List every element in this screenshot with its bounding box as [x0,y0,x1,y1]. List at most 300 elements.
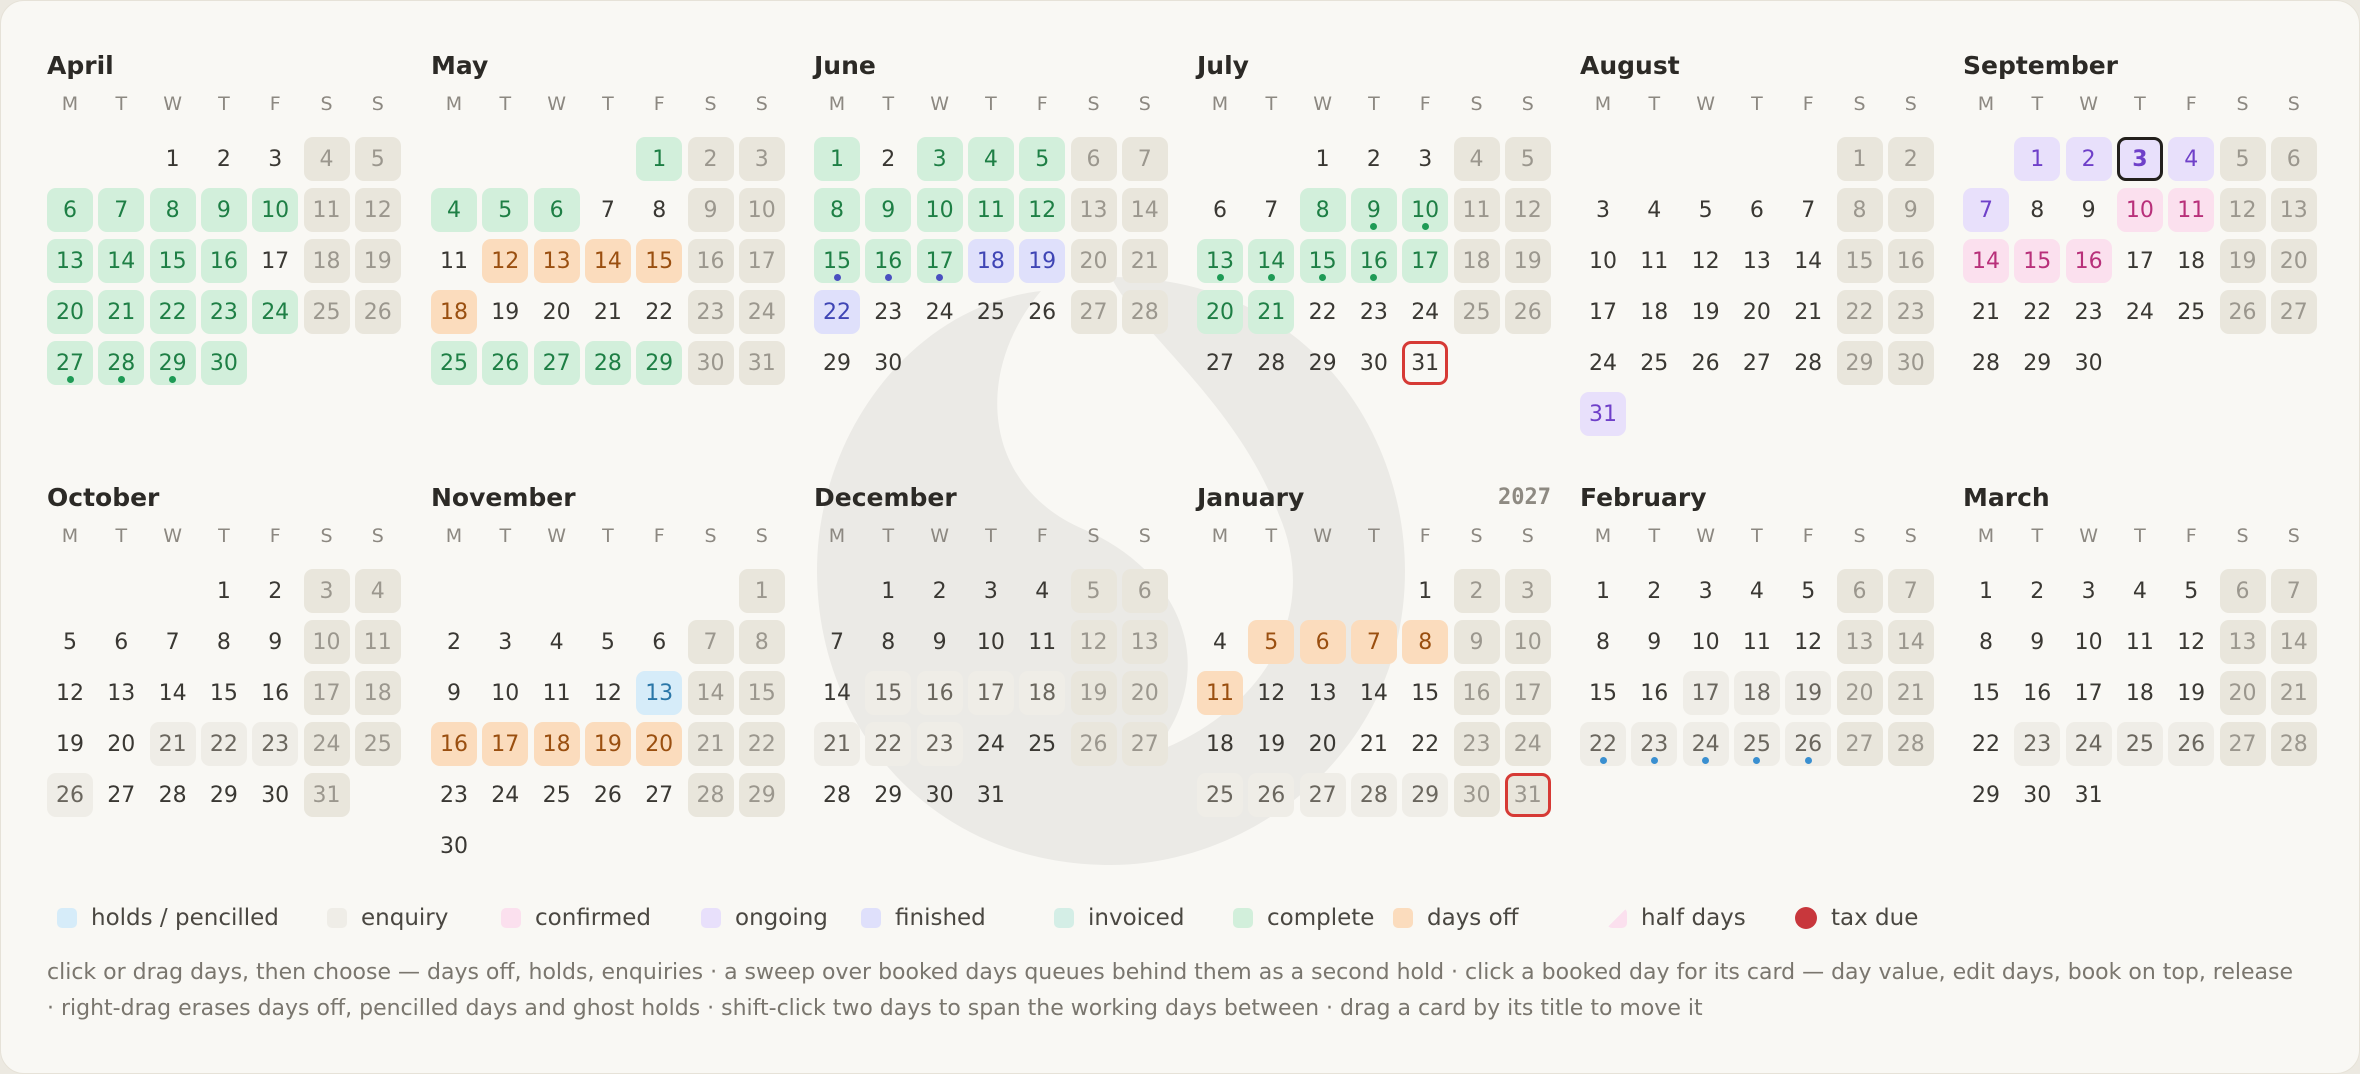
day-cell[interactable]: 17 [2125,248,2154,274]
day-cell[interactable]: 11 [1197,671,1243,715]
day-cell[interactable]: 6 [114,629,129,655]
day-cell[interactable]: 17 [1589,299,1617,325]
day-cell[interactable]: 8 [739,620,785,664]
day-cell[interactable]: 19 [1785,671,1831,715]
day-cell[interactable]: 20 [107,731,136,757]
day-cell[interactable]: 8 [1837,188,1883,232]
day-cell[interactable]: 3 [739,137,785,181]
day-cell[interactable]: 13 [636,671,682,715]
day-cell[interactable]: 3 [1505,569,1551,613]
day-cell[interactable]: 29 [874,782,903,808]
day-cell[interactable]: 4 [1647,197,1662,223]
day-cell[interactable]: 18 [1734,671,1780,715]
day-cell[interactable]: 4 [1749,578,1764,604]
day-cell[interactable]: 12 [1019,188,1065,232]
day-cell[interactable]: 16 [1351,239,1397,283]
day-cell[interactable]: 8 [1596,629,1610,655]
day-cell[interactable]: 27 [1300,773,1346,817]
day-cell[interactable]: 22 [1411,731,1440,757]
day-cell[interactable]: 12 [1505,188,1551,232]
day-cell[interactable]: 15 [739,671,785,715]
day-cell[interactable]: 10 [491,680,520,706]
day-cell[interactable]: 24 [252,290,298,334]
day-cell[interactable]: 24 [1589,350,1617,376]
day-cell[interactable]: 19 [355,239,401,283]
day-cell[interactable]: 21 [150,722,196,766]
day-cell[interactable]: 27 [1837,722,1883,766]
day-cell[interactable]: 23 [1454,722,1500,766]
day-cell[interactable]: 26 [482,341,528,385]
day-cell[interactable]: 7 [1264,197,1279,223]
day-cell[interactable]: 27 [534,341,580,385]
day-cell[interactable]: 10 [917,188,963,232]
day-cell[interactable]: 14 [1122,188,1168,232]
day-cell[interactable]: 12 [355,188,401,232]
day-cell[interactable]: 4 [549,629,564,655]
day-cell[interactable]: 1 [1979,578,1993,604]
day-cell[interactable]: 21 [814,722,860,766]
day-cell[interactable]: 23 [917,722,963,766]
day-cell[interactable]: 14 [98,239,144,283]
day-cell[interactable]: 27 [1071,290,1117,334]
day-cell[interactable]: 22 [1580,722,1626,766]
day-cell[interactable]: 22 [1972,731,2000,757]
day-cell[interactable]: 6 [47,188,93,232]
day-cell[interactable]: 11 [304,188,350,232]
day-cell[interactable]: 12 [2177,629,2206,655]
day-cell[interactable]: 23 [252,722,298,766]
day-cell[interactable]: 25 [1640,350,1669,376]
day-cell[interactable]: 23 [440,782,468,808]
day-cell[interactable]: 7 [1963,188,2009,232]
day-cell[interactable]: 9 [447,680,461,706]
day-cell[interactable]: 12 [2220,188,2266,232]
day-cell[interactable]: 31 [304,773,350,817]
day-cell[interactable]: 5 [1019,137,1065,181]
day-cell[interactable]: 7 [688,620,734,664]
day-cell[interactable]: 24 [925,299,954,325]
day-cell[interactable]: 26 [47,773,93,817]
day-cell[interactable]: 14 [158,680,187,706]
day-cell[interactable]: 12 [56,680,84,706]
day-cell[interactable]: 5 [1505,137,1551,181]
day-cell[interactable]: 5 [2184,578,2199,604]
day-cell[interactable]: 30 [261,782,290,808]
day-cell[interactable]: 27 [2220,722,2266,766]
day-cell[interactable]: 1 [1418,578,1433,604]
day-cell[interactable]: 15 [1411,680,1440,706]
day-cell[interactable]: 8 [1402,620,1448,664]
day-cell[interactable]: 19 [1071,671,1117,715]
day-cell[interactable]: 16 [917,671,963,715]
day-cell[interactable]: 20 [1308,731,1337,757]
day-cell[interactable]: 29 [1308,350,1337,376]
day-cell[interactable]: 19 [491,299,520,325]
day-cell[interactable]: 16 [1888,239,1934,283]
day-cell[interactable]: 22 [814,290,860,334]
day-cell[interactable]: 5 [1071,569,1117,613]
day-cell[interactable]: 30 [874,350,903,376]
day-cell[interactable]: 24 [2066,722,2112,766]
day-cell[interactable]: 13 [1122,620,1168,664]
day-cell[interactable]: 2 [447,629,461,655]
day-cell[interactable]: 15 [814,239,860,283]
day-cell[interactable]: 14 [1794,248,1823,274]
day-cell[interactable]: 3 [1596,197,1610,223]
day-cell[interactable]: 12 [1794,629,1823,655]
day-cell[interactable]: 31 [1402,341,1448,385]
day-cell[interactable]: 18 [1019,671,1065,715]
day-cell[interactable]: 13 [1837,620,1883,664]
day-cell[interactable]: 8 [2030,197,2045,223]
day-cell[interactable]: 3 [917,137,963,181]
day-cell[interactable]: 19 [2177,680,2206,706]
day-cell[interactable]: 7 [830,629,844,655]
day-cell[interactable]: 18 [304,239,350,283]
day-cell[interactable]: 24 [304,722,350,766]
day-cell[interactable]: 27 [645,782,674,808]
day-cell[interactable]: 5 [600,629,615,655]
day-cell[interactable]: 14 [1248,239,1294,283]
day-cell[interactable]: 5 [1698,197,1713,223]
day-cell[interactable]: 20 [1837,671,1883,715]
day-cell[interactable]: 9 [1888,188,1934,232]
day-cell[interactable]: 18 [534,722,580,766]
day-cell[interactable]: 11 [1028,629,1057,655]
day-cell[interactable]: 28 [1794,350,1823,376]
day-cell[interactable]: 28 [158,782,187,808]
day-cell[interactable]: 12 [1071,620,1117,664]
day-cell[interactable]: 4 [304,137,350,181]
day-cell[interactable]: 25 [1454,290,1500,334]
day-cell[interactable]: 5 [2220,137,2266,181]
day-cell[interactable]: 14 [1888,620,1934,664]
day-cell[interactable]: 30 [440,833,468,859]
day-cell[interactable]: 2 [1888,137,1934,181]
day-cell[interactable]: 14 [1359,680,1388,706]
day-cell[interactable]: 6 [2220,569,2266,613]
day-cell[interactable]: 9 [268,629,283,655]
day-cell[interactable]: 2 [216,146,231,172]
day-cell[interactable]: 17 [304,671,350,715]
day-cell[interactable]: 22 [1308,299,1337,325]
day-cell[interactable]: 30 [1359,350,1388,376]
day-cell[interactable]: 23 [1888,290,1934,334]
day-cell[interactable]: 7 [165,629,180,655]
day-cell[interactable]: 1 [216,578,231,604]
day-cell[interactable]: 29 [150,341,196,385]
day-cell[interactable]: 25 [2177,299,2206,325]
day-cell[interactable]: 27 [1206,350,1234,376]
day-cell[interactable]: 28 [585,341,631,385]
day-cell[interactable]: 28 [98,341,144,385]
day-cell[interactable]: 6 [1071,137,1117,181]
day-cell[interactable]: 18 [1454,239,1500,283]
day-cell[interactable]: 18 [968,239,1014,283]
day-cell[interactable]: 23 [874,299,903,325]
day-cell[interactable]: 19 [56,731,84,757]
day-cell[interactable]: 28 [2271,722,2317,766]
day-cell[interactable]: 30 [1888,341,1934,385]
day-cell[interactable]: 7 [2271,569,2317,613]
day-cell[interactable]: 10 [1505,620,1551,664]
day-cell[interactable]: 13 [1308,680,1337,706]
day-cell[interactable]: 26 [2168,722,2214,766]
day-cell[interactable]: 21 [688,722,734,766]
day-cell[interactable]: 25 [2117,722,2163,766]
day-cell[interactable]: 6 [1300,620,1346,664]
day-cell[interactable]: 12 [1257,680,1286,706]
day-cell[interactable]: 26 [593,782,622,808]
day-cell[interactable]: 1 [739,569,785,613]
day-cell[interactable]: 22 [645,299,674,325]
day-cell[interactable]: 15 [1972,680,2000,706]
day-cell[interactable]: 17 [482,722,528,766]
day-cell[interactable]: 13 [47,239,93,283]
day-cell[interactable]: 7 [98,188,144,232]
day-cell[interactable]: 15 [1589,680,1617,706]
day-cell[interactable]: 25 [431,341,477,385]
day-cell[interactable]: 15 [1300,239,1346,283]
day-cell[interactable]: 9 [688,188,734,232]
day-cell[interactable]: 11 [1742,629,1771,655]
day-cell[interactable]: 17 [1505,671,1551,715]
day-cell[interactable]: 11 [1640,248,1669,274]
day-cell[interactable]: 15 [636,239,682,283]
day-cell[interactable]: 1 [1837,137,1883,181]
day-cell[interactable]: 27 [1742,350,1771,376]
day-cell[interactable]: 31 [2074,782,2103,808]
day-cell[interactable]: 21 [1794,299,1823,325]
day-cell[interactable]: 5 [1801,578,1816,604]
day-cell[interactable]: 3 [304,569,350,613]
day-cell[interactable]: 1 [2014,137,2060,181]
day-cell[interactable]: 1 [1596,578,1610,604]
day-cell[interactable]: 24 [1505,722,1551,766]
day-cell[interactable]: 20 [1197,290,1243,334]
day-cell[interactable]: 13 [107,680,136,706]
day-cell[interactable]: 10 [976,629,1005,655]
day-cell[interactable]: 20 [636,722,682,766]
day-cell[interactable]: 6 [534,188,580,232]
day-cell[interactable]: 5 [355,137,401,181]
day-cell[interactable]: 27 [47,341,93,385]
day-cell[interactable]: 7 [1122,137,1168,181]
day-cell[interactable]: 6 [652,629,667,655]
day-cell[interactable]: 11 [440,248,468,274]
day-cell[interactable]: 9 [865,188,911,232]
day-cell[interactable]: 8 [150,188,196,232]
day-cell[interactable]: 3 [983,578,998,604]
day-cell[interactable]: 21 [1122,239,1168,283]
day-cell[interactable]: 29 [1837,341,1883,385]
day-cell[interactable]: 3 [498,629,513,655]
day-cell[interactable]: 6 [2271,137,2317,181]
day-cell[interactable]: 21 [1888,671,1934,715]
day-cell[interactable]: 4 [1454,137,1500,181]
day-cell[interactable]: 2 [881,146,896,172]
day-cell[interactable]: 12 [482,239,528,283]
day-cell[interactable]: 14 [823,680,851,706]
day-cell[interactable]: 26 [1505,290,1551,334]
day-cell[interactable]: 22 [1837,290,1883,334]
day-cell[interactable]: 4 [968,137,1014,181]
day-cell[interactable]: 11 [1454,188,1500,232]
day-cell[interactable]: 1 [881,578,896,604]
day-cell[interactable]: 25 [976,299,1005,325]
day-cell[interactable]: 31 [976,782,1005,808]
day-cell[interactable]: 4 [2132,578,2147,604]
day-cell[interactable]: 11 [355,620,401,664]
day-cell[interactable]: 27 [2271,290,2317,334]
day-cell[interactable]: 25 [542,782,571,808]
day-cell[interactable]: 14 [688,671,734,715]
day-cell[interactable]: 27 [107,782,136,808]
day-cell[interactable]: 6 [1749,197,1764,223]
day-cell[interactable]: 26 [2220,290,2266,334]
day-cell[interactable]: 17 [917,239,963,283]
day-cell[interactable]: 17 [261,248,290,274]
day-cell[interactable]: 24 [1683,722,1729,766]
day-cell[interactable]: 9 [201,188,247,232]
day-cell[interactable]: 1 [814,137,860,181]
day-cell[interactable]: 21 [1972,299,2000,325]
day-cell[interactable]: 22 [201,722,247,766]
day-cell[interactable]: 1 [1315,146,1330,172]
day-cell[interactable]: 19 [1505,239,1551,283]
day-cell[interactable]: 18 [355,671,401,715]
day-cell[interactable]: 4 [355,569,401,613]
day-cell[interactable]: 16 [431,722,477,766]
day-cell[interactable]: 4 [1213,629,1227,655]
day-cell[interactable]: 13 [2271,188,2317,232]
day-cell[interactable]: 1 [636,137,682,181]
day-cell[interactable]: 10 [1589,248,1617,274]
day-cell[interactable]: 29 [739,773,785,817]
day-cell[interactable]: 28 [688,773,734,817]
day-cell[interactable]: 28 [1888,722,1934,766]
day-cell[interactable]: 16 [2066,239,2112,283]
day-cell[interactable]: 19 [1691,299,1720,325]
day-cell[interactable]: 10 [2117,188,2163,232]
day-cell[interactable]: 30 [2023,782,2052,808]
day-cell[interactable]: 2 [2030,578,2045,604]
day-cell[interactable]: 31 [1580,392,1626,436]
day-cell[interactable]: 13 [1197,239,1243,283]
day-cell[interactable]: 29 [823,350,851,376]
day-cell[interactable]: 29 [1972,782,2000,808]
day-cell[interactable]: 20 [1742,299,1771,325]
day-cell[interactable]: 28 [1351,773,1397,817]
day-cell[interactable]: 4 [431,188,477,232]
day-cell[interactable]: 15 [150,239,196,283]
day-cell[interactable]: 17 [1683,671,1729,715]
day-cell[interactable]: 5 [482,188,528,232]
day-cell[interactable]: 21 [98,290,144,334]
day-cell[interactable]: 18 [431,290,477,334]
day-cell[interactable]: 11 [968,188,1014,232]
day-cell[interactable]: 1 [165,146,180,172]
day-cell[interactable]: 6 [1837,569,1883,613]
day-cell[interactable]: 25 [355,722,401,766]
day-cell[interactable]: 30 [201,341,247,385]
day-cell[interactable]: 10 [1691,629,1720,655]
day-cell[interactable]: 8 [652,197,667,223]
day-cell[interactable]: 15 [2014,239,2060,283]
day-cell[interactable]: 25 [304,290,350,334]
day-cell[interactable]: 2 [268,578,283,604]
day-cell[interactable]: 6 [1213,197,1227,223]
day-cell[interactable]: 25 [1028,731,1057,757]
day-cell[interactable]: 10 [304,620,350,664]
day-cell[interactable]: 19 [585,722,631,766]
day-cell[interactable]: 16 [261,680,290,706]
day-cell[interactable]: 2 [688,137,734,181]
day-cell[interactable]: 20 [2271,239,2317,283]
day-cell[interactable]: 4 [1035,578,1050,604]
day-cell[interactable]: 15 [865,671,911,715]
day-cell[interactable]: 3 [268,146,283,172]
day-cell[interactable]: 10 [739,188,785,232]
day-cell[interactable]: 2 [1647,578,1662,604]
day-cell[interactable]: 9 [2030,629,2045,655]
day-cell[interactable]: 23 [201,290,247,334]
day-cell[interactable]: 5 [63,629,77,655]
day-cell[interactable]: 17 [2074,680,2103,706]
day-cell[interactable]: 16 [865,239,911,283]
day-cell[interactable]: 19 [1257,731,1286,757]
day-cell[interactable]: 8 [1979,629,1993,655]
day-cell[interactable]: 14 [585,239,631,283]
day-cell[interactable]: 9 [1647,629,1662,655]
day-cell[interactable]: 9 [1351,188,1397,232]
day-cell[interactable]: 20 [2220,671,2266,715]
day-cell[interactable]: 7 [1888,569,1934,613]
day-cell[interactable]: 7 [1801,197,1816,223]
day-cell[interactable]: 9 [2081,197,2096,223]
day-cell[interactable]: 16 [201,239,247,283]
day-cell[interactable]: 22 [739,722,785,766]
day-cell[interactable]: 24 [1411,299,1440,325]
day-cell[interactable]: 8 [881,629,896,655]
day-cell[interactable]: 23 [1631,722,1677,766]
day-cell[interactable]: 8 [814,188,860,232]
day-cell[interactable]: 13 [1742,248,1771,274]
day-cell[interactable]: 11 [542,680,571,706]
day-cell[interactable]: 25 [1197,773,1243,817]
day-cell[interactable]: 9 [932,629,947,655]
day-cell[interactable]: 24 [2125,299,2154,325]
day-cell[interactable]: 18 [1206,731,1234,757]
day-cell[interactable]: 24 [976,731,1005,757]
day-cell[interactable]: 3 [1418,146,1433,172]
day-cell[interactable]: 22 [150,290,196,334]
day-cell[interactable]: 21 [593,299,622,325]
day-cell[interactable]: 20 [1122,671,1168,715]
day-cell[interactable]: 13 [2220,620,2266,664]
day-cell[interactable]: 23 [1359,299,1388,325]
day-cell[interactable]: 13 [1071,188,1117,232]
day-cell[interactable]: 16 [2023,680,2052,706]
day-cell[interactable]: 31 [1505,773,1551,817]
day-cell[interactable]: 4 [2168,137,2214,181]
day-cell[interactable]: 29 [1402,773,1448,817]
day-cell[interactable]: 12 [1691,248,1720,274]
day-cell[interactable]: 23 [688,290,734,334]
day-cell[interactable]: 16 [1454,671,1500,715]
day-cell[interactable]: 21 [1359,731,1388,757]
day-cell[interactable]: 22 [865,722,911,766]
